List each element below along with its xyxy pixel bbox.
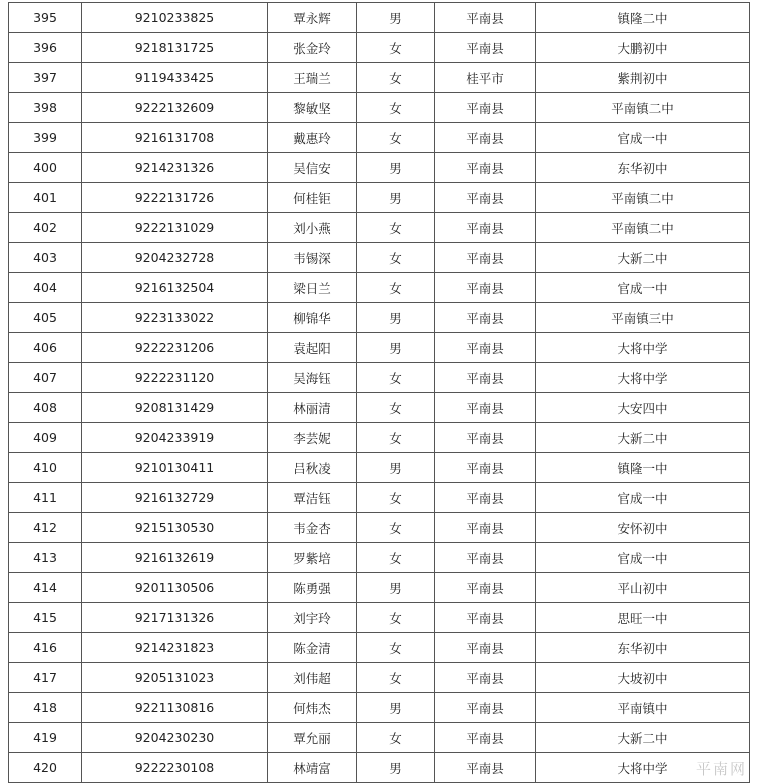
- row-number-cell: 395: [9, 3, 82, 33]
- student-name-cell: 林靖富: [268, 753, 357, 783]
- county-cell: 平南县: [435, 423, 536, 453]
- row-number-cell: 413: [9, 543, 82, 573]
- student-name-cell: 黎敏坚: [268, 93, 357, 123]
- row-number-cell: 419: [9, 723, 82, 753]
- student-name-cell: 吴信安: [268, 153, 357, 183]
- table-row: [9, 633, 750, 663]
- county-cell: 平南县: [435, 453, 536, 483]
- school-cell: 镇隆二中: [536, 3, 750, 33]
- gender-cell: 男: [357, 3, 435, 33]
- student-name-cell: 陈金清: [268, 633, 357, 663]
- student-name-cell: 吕秋凌: [268, 453, 357, 483]
- table-row: [9, 213, 750, 243]
- candidate-id-cell: 9217131326: [82, 603, 268, 633]
- county-cell: 平南县: [435, 633, 536, 663]
- table-row: [9, 513, 750, 543]
- row-number-cell: 399: [9, 123, 82, 153]
- table-row: [9, 183, 750, 213]
- school-cell: 官成一中: [536, 543, 750, 573]
- row-number-cell: 416: [9, 633, 82, 663]
- student-name-cell: 覃允丽: [268, 723, 357, 753]
- gender-cell: 女: [357, 603, 435, 633]
- row-number-cell: 415: [9, 603, 82, 633]
- candidate-id-cell: 9222131029: [82, 213, 268, 243]
- candidate-id-cell: 9222131726: [82, 183, 268, 213]
- gender-cell: 女: [357, 483, 435, 513]
- candidate-id-cell: 9119433425: [82, 63, 268, 93]
- row-number-cell: 397: [9, 63, 82, 93]
- roster-body: [9, 3, 750, 783]
- school-cell: 大将中学: [536, 333, 750, 363]
- gender-cell: 女: [357, 633, 435, 663]
- table-row: [9, 153, 750, 183]
- school-cell: 平南镇中: [536, 693, 750, 723]
- gender-cell: 女: [357, 213, 435, 243]
- county-cell: 平南县: [435, 123, 536, 153]
- county-cell: 平南县: [435, 363, 536, 393]
- row-number-cell: 408: [9, 393, 82, 423]
- school-cell: 思旺一中: [536, 603, 750, 633]
- county-cell: 平南县: [435, 333, 536, 363]
- table-row: [9, 63, 750, 93]
- student-name-cell: 韦锡深: [268, 243, 357, 273]
- candidate-id-cell: 9222132609: [82, 93, 268, 123]
- gender-cell: 女: [357, 63, 435, 93]
- row-number-cell: 420: [9, 753, 82, 783]
- school-cell: 大鹏初中: [536, 33, 750, 63]
- candidate-id-cell: 9221130816: [82, 693, 268, 723]
- candidate-id-cell: 9222230108: [82, 753, 268, 783]
- gender-cell: 女: [357, 33, 435, 63]
- row-number-cell: 407: [9, 363, 82, 393]
- school-cell: 大将中学: [536, 753, 750, 783]
- candidate-id-cell: 9210130411: [82, 453, 268, 483]
- student-name-cell: 王瑞兰: [268, 63, 357, 93]
- gender-cell: 女: [357, 93, 435, 123]
- county-cell: 桂平市: [435, 63, 536, 93]
- county-cell: 平南县: [435, 753, 536, 783]
- county-cell: 平南县: [435, 183, 536, 213]
- watermark: 平南网: [695, 760, 747, 778]
- candidate-id-cell: 9208131429: [82, 393, 268, 423]
- row-number-cell: 400: [9, 153, 82, 183]
- candidate-id-cell: 9222231206: [82, 333, 268, 363]
- school-cell: 平南镇二中: [536, 93, 750, 123]
- candidate-id-cell: 9223133022: [82, 303, 268, 333]
- candidate-id-cell: 9214231823: [82, 633, 268, 663]
- gender-cell: 女: [357, 663, 435, 693]
- county-cell: 平南县: [435, 213, 536, 243]
- school-cell: 官成一中: [536, 483, 750, 513]
- table-row: [9, 243, 750, 273]
- county-cell: 平南县: [435, 513, 536, 543]
- row-number-cell: 414: [9, 573, 82, 603]
- school-cell: 东华初中: [536, 633, 750, 663]
- table-row: [9, 693, 750, 723]
- student-roster-table: [8, 2, 750, 783]
- row-number-cell: 411: [9, 483, 82, 513]
- school-cell: 大坡初中: [536, 663, 750, 693]
- student-name-cell: 陈勇强: [268, 573, 357, 603]
- candidate-id-cell: 9205131023: [82, 663, 268, 693]
- gender-cell: 女: [357, 363, 435, 393]
- county-cell: 平南县: [435, 543, 536, 573]
- school-cell: 紫荆初中: [536, 63, 750, 93]
- gender-cell: 男: [357, 333, 435, 363]
- gender-cell: 男: [357, 453, 435, 483]
- county-cell: 平南县: [435, 663, 536, 693]
- row-number-cell: 406: [9, 333, 82, 363]
- county-cell: 平南县: [435, 3, 536, 33]
- school-cell: 平南镇二中: [536, 183, 750, 213]
- student-name-cell: 刘宇玲: [268, 603, 357, 633]
- gender-cell: 女: [357, 393, 435, 423]
- candidate-id-cell: 9210233825: [82, 3, 268, 33]
- row-number-cell: 398: [9, 93, 82, 123]
- table-row: [9, 333, 750, 363]
- school-cell: 大新二中: [536, 723, 750, 753]
- school-cell: 平南镇三中: [536, 303, 750, 333]
- student-name-cell: 刘小燕: [268, 213, 357, 243]
- candidate-id-cell: 9204232728: [82, 243, 268, 273]
- candidate-id-cell: 9215130530: [82, 513, 268, 543]
- student-name-cell: 覃永辉: [268, 3, 357, 33]
- student-name-cell: 李芸妮: [268, 423, 357, 453]
- gender-cell: 女: [357, 513, 435, 543]
- county-cell: 平南县: [435, 603, 536, 633]
- gender-cell: 男: [357, 183, 435, 213]
- table-row: [9, 603, 750, 633]
- gender-cell: 男: [357, 303, 435, 333]
- student-name-cell: 韦金杏: [268, 513, 357, 543]
- row-number-cell: 404: [9, 273, 82, 303]
- school-cell: 平南镇二中: [536, 213, 750, 243]
- county-cell: 平南县: [435, 483, 536, 513]
- county-cell: 平南县: [435, 243, 536, 273]
- table-row: [9, 753, 750, 783]
- county-cell: 平南县: [435, 93, 536, 123]
- gender-cell: 女: [357, 273, 435, 303]
- candidate-id-cell: 9201130506: [82, 573, 268, 603]
- student-name-cell: 何桂钜: [268, 183, 357, 213]
- school-cell: 安怀初中: [536, 513, 750, 543]
- county-cell: 平南县: [435, 693, 536, 723]
- gender-cell: 女: [357, 123, 435, 153]
- gender-cell: 女: [357, 423, 435, 453]
- table-row: [9, 543, 750, 573]
- table-row: [9, 3, 750, 33]
- row-number-cell: 396: [9, 33, 82, 63]
- school-cell: 大将中学: [536, 363, 750, 393]
- student-name-cell: 柳锦华: [268, 303, 357, 333]
- candidate-id-cell: 9222231120: [82, 363, 268, 393]
- row-number-cell: 401: [9, 183, 82, 213]
- county-cell: 平南县: [435, 153, 536, 183]
- table-row: [9, 483, 750, 513]
- student-name-cell: 罗紫培: [268, 543, 357, 573]
- gender-cell: 女: [357, 723, 435, 753]
- county-cell: 平南县: [435, 723, 536, 753]
- row-number-cell: 402: [9, 213, 82, 243]
- student-name-cell: 戴惠玲: [268, 123, 357, 153]
- table-row: [9, 453, 750, 483]
- table-row: [9, 393, 750, 423]
- school-cell: 大新二中: [536, 243, 750, 273]
- student-name-cell: 张金玲: [268, 33, 357, 63]
- table-row: [9, 573, 750, 603]
- county-cell: 平南县: [435, 303, 536, 333]
- candidate-id-cell: 9216132729: [82, 483, 268, 513]
- table-row: [9, 123, 750, 153]
- table-row: [9, 663, 750, 693]
- gender-cell: 女: [357, 543, 435, 573]
- student-name-cell: 梁日兰: [268, 273, 357, 303]
- row-number-cell: 403: [9, 243, 82, 273]
- school-cell: 东华初中: [536, 153, 750, 183]
- school-cell: 官成一中: [536, 273, 750, 303]
- student-name-cell: 刘伟超: [268, 663, 357, 693]
- candidate-id-cell: 9216132504: [82, 273, 268, 303]
- student-name-cell: 何炜杰: [268, 693, 357, 723]
- table-row: [9, 723, 750, 753]
- county-cell: 平南县: [435, 273, 536, 303]
- row-number-cell: 405: [9, 303, 82, 333]
- student-name-cell: 袁起阳: [268, 333, 357, 363]
- student-name-cell: 吴海钰: [268, 363, 357, 393]
- candidate-id-cell: 9216131708: [82, 123, 268, 153]
- student-name-cell: 覃洁钰: [268, 483, 357, 513]
- candidate-id-cell: 9216132619: [82, 543, 268, 573]
- row-number-cell: 418: [9, 693, 82, 723]
- table-row: [9, 273, 750, 303]
- gender-cell: 男: [357, 573, 435, 603]
- school-cell: 大新二中: [536, 423, 750, 453]
- school-cell: 官成一中: [536, 123, 750, 153]
- gender-cell: 男: [357, 753, 435, 783]
- candidate-id-cell: 9204230230: [82, 723, 268, 753]
- table-row: [9, 33, 750, 63]
- row-number-cell: 412: [9, 513, 82, 543]
- candidate-id-cell: 9214231326: [82, 153, 268, 183]
- candidate-id-cell: 9204233919: [82, 423, 268, 453]
- table-row: [9, 93, 750, 123]
- table-row: [9, 423, 750, 453]
- row-number-cell: 417: [9, 663, 82, 693]
- candidate-id-cell: 9218131725: [82, 33, 268, 63]
- student-name-cell: 林丽清: [268, 393, 357, 423]
- school-cell: 平山初中: [536, 573, 750, 603]
- school-cell: 大安四中: [536, 393, 750, 423]
- gender-cell: 女: [357, 243, 435, 273]
- table-row: [9, 363, 750, 393]
- school-cell: 镇隆一中: [536, 453, 750, 483]
- row-number-cell: 410: [9, 453, 82, 483]
- county-cell: 平南县: [435, 573, 536, 603]
- gender-cell: 男: [357, 693, 435, 723]
- row-number-cell: 409: [9, 423, 82, 453]
- gender-cell: 男: [357, 153, 435, 183]
- county-cell: 平南县: [435, 33, 536, 63]
- county-cell: 平南县: [435, 393, 536, 423]
- table-row: [9, 303, 750, 333]
